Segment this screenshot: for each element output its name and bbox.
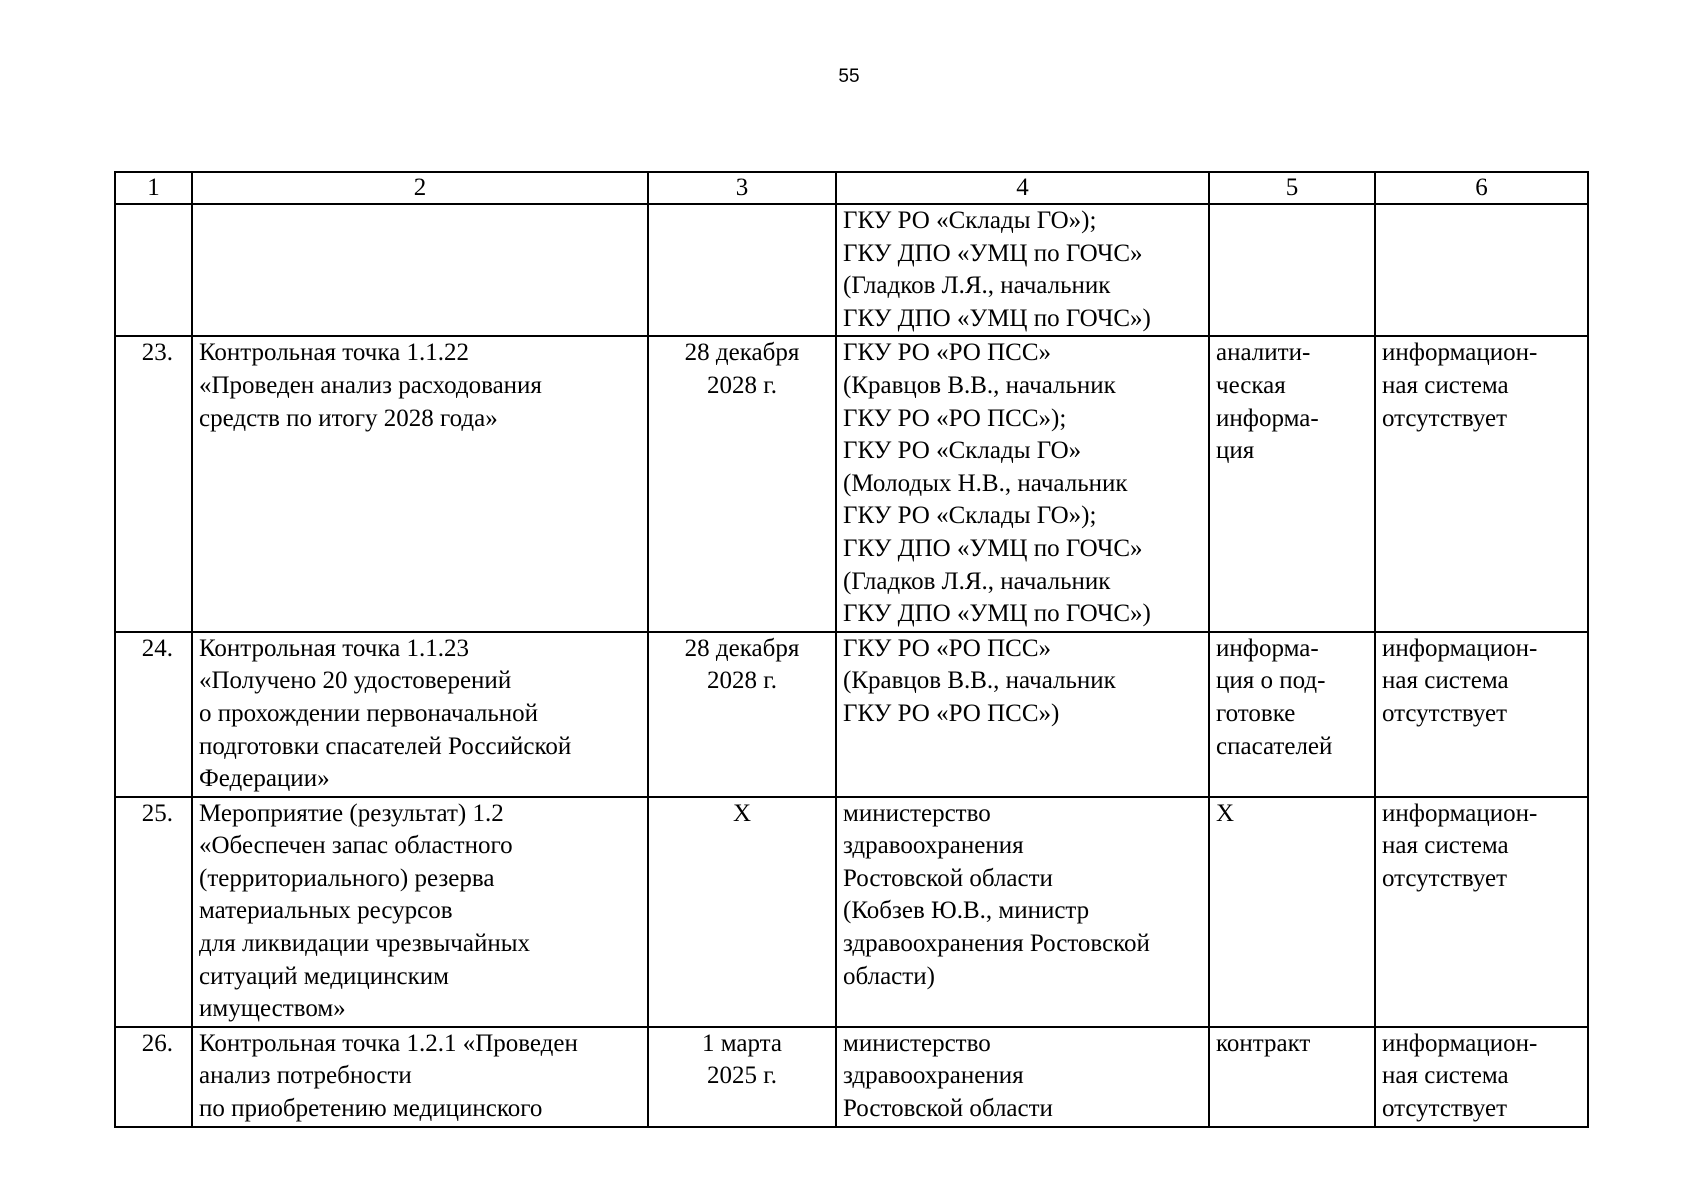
cell-line: ГКУ ДПО «УМЦ по ГОЧС») [843,304,1151,332]
cell-line: имуществом» [199,995,346,1023]
row-number-cell: 25. [115,797,192,1027]
column-header: 6 [1375,172,1588,204]
cell-line: ГКУ ДПО «УМЦ по ГОЧС») [843,600,1151,628]
cell-line: информа- [1216,634,1319,662]
info-system-cell [1375,797,1588,1027]
event-name-cell [192,632,648,797]
cell-line: (Кравцов В.В., начальник [843,667,1116,695]
deadline-cell [648,204,836,336]
cell-line: ГКУ РО «РО ПСС») [843,699,1060,727]
cell-line: информацион- [1382,339,1538,367]
cell-line: Контрольная точка 1.1.23 [199,634,469,662]
deadline-cell [648,1027,836,1127]
responsible-cell [836,1027,1209,1127]
document-type-cell [1209,1027,1375,1127]
cell-line: ГКУ РО «Склады ГО»); [843,502,1097,530]
cell-line: информацион- [1382,634,1538,662]
table-row [115,204,1588,336]
cell-line: 28 декабря [684,339,800,367]
column-header: 2 [192,172,648,204]
cell-line: спасателей [1216,732,1333,760]
responsible-cell [836,336,1209,631]
header-row [115,172,1588,204]
responsible-cell [836,797,1209,1027]
cell-line: ГКУ РО «Склады ГО»); [843,207,1097,234]
cell-line: ситуаций медицинским [199,962,449,990]
column-header: 3 [648,172,836,204]
cell-line: ГКУ ДПО «УМЦ по ГОЧС» [843,239,1143,267]
cell-line: Федерации» [199,765,330,793]
event-name-cell [192,1027,648,1127]
cell-line: информацион- [1382,799,1538,827]
cell-line: «Обеспечен запас областного [199,832,513,860]
cell-line: материальных ресурсов [199,897,453,925]
plan-table [114,171,1589,1128]
cell-line: Х [1216,799,1235,827]
cell-line: ция о под- [1216,667,1326,695]
document-type-cell [1209,336,1375,631]
cell-line: информа- [1216,404,1319,432]
cell-line: министерство [843,1029,991,1057]
cell-line: «Получено 20 удостоверений [199,667,512,695]
cell-line: «Проведен анализ расходования [199,371,542,399]
deadline-cell [648,632,836,797]
cell-line: здравоохранения Ростовской [843,930,1150,958]
info-system-cell [1375,1027,1588,1127]
event-name-cell [192,797,648,1027]
cell-line: средств по итогу 2028 года» [199,404,498,432]
cell-line: (Молодых Н.В., начальник [843,469,1128,497]
cell-line: ГКУ РО «РО ПСС» [843,339,1052,367]
table-row [115,797,1588,1027]
cell-line: Ростовской области [843,1095,1053,1123]
cell-line: аналити- [1216,339,1311,367]
event-name-cell [192,204,648,336]
cell-line: ГКУ РО «РО ПСС»); [843,404,1067,432]
cell-line: (Гладков Л.Я., начальник [843,272,1111,300]
cell-line: министерство [843,799,991,827]
cell-line: отсутствует [1382,699,1508,727]
cell-line: Контрольная точка 1.1.22 [199,339,469,367]
cell-line: ГКУ ДПО «УМЦ по ГОЧС» [843,534,1143,562]
page-number: 55 [838,66,860,87]
cell-line: (Кобзев Ю.В., министр [843,897,1090,925]
cell-line: области) [843,962,935,990]
responsible-cell [836,204,1209,336]
cell-line: ГКУ РО «Склады ГО» [843,437,1082,465]
cell-line: здравоохранения [843,832,1024,860]
table-row [115,1027,1588,1127]
row-number-cell: 23. [115,336,192,631]
column-header: 4 [836,172,1209,204]
cell-line: по приобретению медицинского [199,1095,543,1123]
cell-line: Ростовской области [843,864,1053,892]
cell-line: 1 марта [702,1029,782,1057]
cell-line: анализ потребности [199,1062,412,1090]
row-number-cell [115,204,192,336]
document-type-cell [1209,797,1375,1027]
cell-line: отсутствует [1382,1095,1508,1123]
cell-line: Контрольная точка 1.2.1 «Проведен [199,1029,578,1057]
table-body [115,204,1588,1127]
table-row [115,632,1588,797]
cell-line: ная система [1382,832,1509,860]
cell-line: о прохождении первоначальной [199,699,539,727]
cell-line: ная система [1382,1062,1509,1090]
cell-line: ческая [1216,371,1286,399]
cell-line: готовке [1216,699,1296,727]
column-header: 5 [1209,172,1375,204]
info-system-cell [1375,632,1588,797]
cell-line: ция [1216,437,1255,465]
cell-line: ГКУ РО «РО ПСС» [843,634,1052,662]
cell-line: Мероприятие (результат) 1.2 [199,799,504,827]
cell-line: 2025 г. [707,1062,777,1090]
cell-line: подготовки спасателей Российской [199,732,572,760]
info-system-cell [1375,336,1588,631]
cell-line: отсутствует [1382,864,1508,892]
cell-line: ная система [1382,667,1509,695]
table-row [115,336,1588,631]
document-type-cell [1209,204,1375,336]
cell-line: Х [732,799,752,827]
cell-line: (территориального) резерва [199,864,495,892]
row-number-cell: 24. [115,632,192,797]
cell-line: 2028 г. [707,371,777,399]
cell-line: отсутствует [1382,404,1508,432]
cell-line: ная система [1382,371,1509,399]
cell-line: для ликвидации чрезвычайных [199,930,531,958]
deadline-cell [648,336,836,631]
cell-line: 28 декабря [684,634,800,662]
cell-line: (Кравцов В.В., начальник [843,371,1116,399]
column-header: 1 [115,172,192,204]
cell-line: здравоохранения [843,1062,1024,1090]
row-number-cell: 26. [115,1027,192,1127]
cell-line: контракт [1216,1029,1311,1057]
deadline-cell [648,797,836,1027]
document-type-cell [1209,632,1375,797]
cell-line: 2028 г. [707,667,777,695]
cell-line: информацион- [1382,1029,1538,1057]
cell-line: (Гладков Л.Я., начальник [843,567,1111,595]
responsible-cell [836,632,1209,797]
event-name-cell [192,336,648,631]
info-system-cell [1375,204,1588,336]
